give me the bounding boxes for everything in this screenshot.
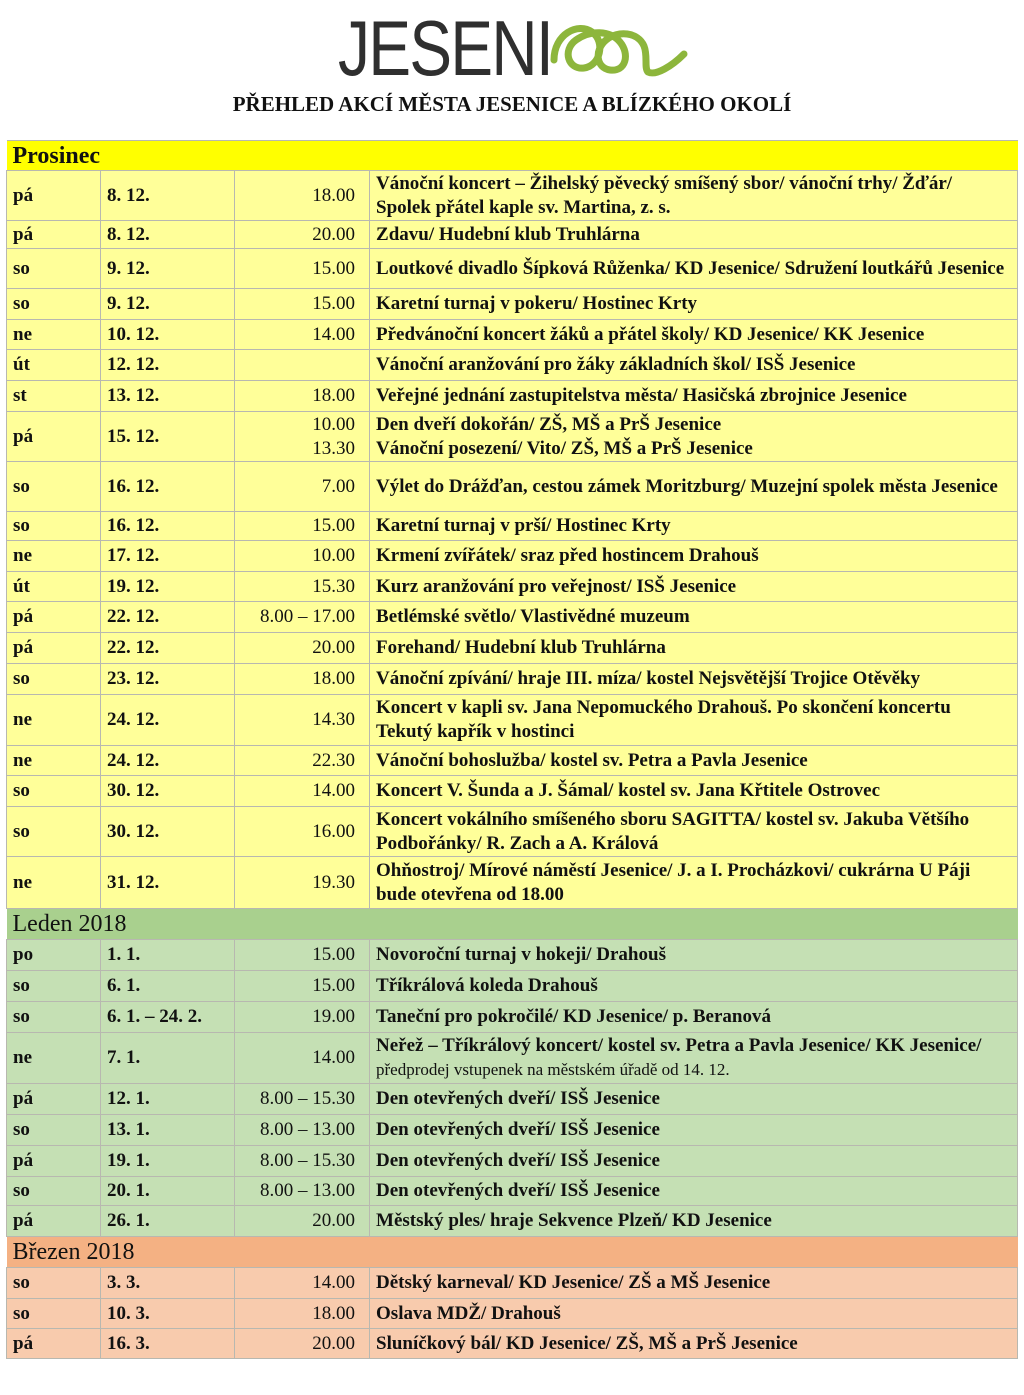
event-row	[7, 857, 1018, 909]
event-row	[7, 512, 1018, 541]
event-description: Betlémské světlo/ Vlastivědné muzeum	[370, 602, 1018, 633]
event-time: 8.00 – 13.00	[235, 1177, 370, 1206]
event-date: 30. 12.	[101, 776, 235, 807]
event-time: 10.00	[235, 541, 370, 572]
event-description: Loutkové divadlo Šípková Růženka/ KD Jesenice/ Sdružení loutkářů Jesenice	[370, 249, 1018, 289]
event-description: Veřejné jednání zastupitelstva města/ Hasičská zbrojnice Jesenice	[370, 381, 1018, 412]
event-description: Novoroční turnaj v hokeji/ Drahouš	[370, 940, 1018, 971]
event-description: Dětský karneval/ KD Jesenice/ ZŠ a MŠ Jesenice	[370, 1268, 1018, 1299]
event-time: 18.00	[235, 381, 370, 412]
event-description: Den otevřených dveří/ ISŠ Jesenice	[370, 1084, 1018, 1115]
event-row	[7, 695, 1018, 746]
event-row	[7, 633, 1018, 664]
event-day: pá	[7, 412, 101, 462]
section-title: Prosinec	[7, 141, 235, 171]
event-description: Karetní turnaj v prší/ Hostinec Krty	[370, 512, 1018, 541]
event-date: 17. 12.	[101, 541, 235, 572]
event-description: Vánoční koncert – Žihelský pěvecký smíšený sbor/ vánoční trhy/ Žďár/ Spolek přátel kaple sv. Martina, z. s.	[370, 171, 1018, 221]
event-date: 24. 12.	[101, 695, 235, 746]
event-day: ne	[7, 1033, 101, 1084]
event-date: 22. 12.	[101, 602, 235, 633]
event-description: Koncert vokálního smíšeného sboru SAGITTA/ kostel sv. Jakuba Většího Podbořánky/ R. Zach a A. Králová	[370, 807, 1018, 857]
event-day: pá	[7, 1329, 101, 1359]
event-row	[7, 1268, 1018, 1299]
event-time: 20.00	[235, 1329, 370, 1359]
event-day: ne	[7, 320, 101, 350]
event-day: pá	[7, 602, 101, 633]
event-time: 7.00	[235, 462, 370, 512]
event-row	[7, 1146, 1018, 1177]
event-date: 9. 12.	[101, 289, 235, 320]
event-day: so	[7, 512, 101, 541]
event-row	[7, 940, 1018, 971]
event-row	[7, 1115, 1018, 1146]
logo-wordmark: JESENI	[338, 4, 553, 92]
event-time: 15.30	[235, 572, 370, 602]
event-row	[7, 249, 1018, 289]
event-row	[7, 1206, 1018, 1237]
event-time: 14.00	[235, 776, 370, 807]
event-time: 18.00	[235, 171, 370, 221]
event-date: 12. 1.	[101, 1084, 235, 1115]
event-date: 16. 3.	[101, 1329, 235, 1359]
logo-loop-icon	[548, 14, 688, 84]
event-date: 15. 12.	[101, 412, 235, 462]
event-time: 8.00 – 13.00	[235, 1115, 370, 1146]
event-date: 9. 12.	[101, 249, 235, 289]
event-time-first: 10.00	[312, 413, 356, 435]
event-time: 20.00	[235, 1206, 370, 1237]
event-row	[7, 1033, 1018, 1084]
event-description: Kurz aranžování pro veřejnost/ ISŠ Jesenice	[370, 572, 1018, 602]
event-date: 6. 1.	[101, 971, 235, 1002]
section-title: Březen 2018	[7, 1237, 235, 1268]
event-description-note: předprodej vstupenek na městském úřadě od 14. 12.	[376, 1060, 730, 1079]
event-row	[7, 664, 1018, 695]
event-date: 3. 3.	[101, 1268, 235, 1299]
event-day: so	[7, 1299, 101, 1329]
event-row	[7, 602, 1018, 633]
event-description	[370, 412, 1018, 462]
event-row	[7, 746, 1018, 776]
section-header-fill	[235, 1237, 1018, 1268]
event-row	[7, 1299, 1018, 1329]
event-row	[7, 541, 1018, 572]
event-time: 15.00	[235, 249, 370, 289]
event-day: pá	[7, 1146, 101, 1177]
event-day: st	[7, 381, 101, 412]
event-time: 8.00 – 15.30	[235, 1146, 370, 1177]
event-description: Vánoční bohoslužba/ kostel sv. Petra a Pavla Jesenice	[370, 746, 1018, 776]
event-time: 15.00	[235, 289, 370, 320]
event-time: 15.00	[235, 940, 370, 971]
event-description: Den otevřených dveří/ ISŠ Jesenice	[370, 1115, 1018, 1146]
event-description: Sluníčkový bál/ KD Jesenice/ ZŠ, MŠ a PrŠ Jesenice	[370, 1329, 1018, 1359]
event-time: 18.00	[235, 664, 370, 695]
event-description: Taneční pro pokročilé/ KD Jesenice/ p. Beranová	[370, 1002, 1018, 1033]
event-row	[7, 171, 1018, 221]
event-date: 23. 12.	[101, 664, 235, 695]
event-date: 16. 12.	[101, 462, 235, 512]
event-day: so	[7, 776, 101, 807]
event-description: Zdavu/ Hudební klub Truhlárna	[370, 221, 1018, 249]
event-date: 13. 1.	[101, 1115, 235, 1146]
event-date: 7. 1.	[101, 1033, 235, 1084]
event-day: út	[7, 350, 101, 381]
event-row	[7, 320, 1018, 350]
event-day: so	[7, 1268, 101, 1299]
event-row	[7, 1177, 1018, 1206]
event-time: 20.00	[235, 221, 370, 249]
event-day: po	[7, 940, 101, 971]
event-date: 8. 12.	[101, 221, 235, 249]
event-row	[7, 350, 1018, 381]
event-day: pá	[7, 221, 101, 249]
event-description: Forehand/ Hudební klub Truhlárna	[370, 633, 1018, 664]
event-time: 14.30	[235, 695, 370, 746]
event-row	[7, 971, 1018, 1002]
event-description-main: Neřež – Tříkrálový koncert/ kostel sv. Petra a Pavla Jesenice/ KK Jesenice/	[376, 1035, 982, 1056]
event-day: so	[7, 462, 101, 512]
event-description: Krmení zvířátek/ sraz před hostincem Drahouš	[370, 541, 1018, 572]
event-description	[370, 1033, 1018, 1084]
event-day: ne	[7, 695, 101, 746]
event-row	[7, 221, 1018, 249]
event-day: so	[7, 289, 101, 320]
event-date: 10. 12.	[101, 320, 235, 350]
event-day: ne	[7, 541, 101, 572]
event-date: 10. 3.	[101, 1299, 235, 1329]
event-day: pá	[7, 171, 101, 221]
event-row	[7, 807, 1018, 857]
event-day: út	[7, 572, 101, 602]
event-day: pá	[7, 1206, 101, 1237]
event-description: Oslava MDŽ/ Drahouš	[370, 1299, 1018, 1329]
section-header	[7, 1237, 1018, 1268]
section-header	[7, 909, 1018, 940]
event-description-first: Den dveří dokořán/ ZŠ, MŠ a PrŠ Jesenice	[376, 413, 722, 435]
event-date: 12. 12.	[101, 350, 235, 381]
event-date: 26. 1.	[101, 1206, 235, 1237]
event-time: 14.00	[235, 1268, 370, 1299]
event-time-second: 13.30	[312, 437, 356, 459]
event-description-second: Vánoční posezení/ Vito/ ZŠ, MŠ a PrŠ Jesenice	[376, 437, 753, 459]
event-date: 20. 1.	[101, 1177, 235, 1206]
event-row	[7, 1329, 1018, 1359]
section-header-fill	[235, 909, 1018, 940]
event-description: Den otevřených dveří/ ISŠ Jesenice	[370, 1146, 1018, 1177]
event-day: so	[7, 1177, 101, 1206]
event-time: 14.00	[235, 1033, 370, 1084]
event-description: Koncert v kapli sv. Jana Nepomuckého Drahouš. Po skončení koncertu Tekutý kapřík v hostinci	[370, 695, 1018, 746]
event-description: Výlet do Drážďan, cestou zámek Moritzburg/ Muzejní spolek města Jesenice	[370, 462, 1018, 512]
event-date: 13. 12.	[101, 381, 235, 412]
section-title: Leden 2018	[7, 909, 235, 940]
event-time: 14.00	[235, 320, 370, 350]
event-date: 6. 1. – 24. 2.	[101, 1002, 235, 1033]
event-date: 19. 1.	[101, 1146, 235, 1177]
event-description: Koncert V. Šunda a J. Šámal/ kostel sv. Jana Křtitele Ostrovec	[370, 776, 1018, 807]
event-day: so	[7, 971, 101, 1002]
event-day: so	[7, 249, 101, 289]
event-date: 19. 12.	[101, 572, 235, 602]
event-time	[235, 412, 370, 462]
event-day: ne	[7, 857, 101, 909]
event-time: 15.00	[235, 971, 370, 1002]
event-description: Ohňostroj/ Mírové náměstí Jesenice/ J. a I. Procházkovi/ cukrárna U Páji bude otevřena od 18.00	[370, 857, 1018, 909]
event-row	[7, 462, 1018, 512]
event-row	[7, 776, 1018, 807]
event-description: Předvánoční koncert žáků a přátel školy/ KD Jesenice/ KK Jesenice	[370, 320, 1018, 350]
event-description: Vánoční aranžování pro žáky základních škol/ ISŠ Jesenice	[370, 350, 1018, 381]
event-date: 24. 12.	[101, 746, 235, 776]
event-date: 30. 12.	[101, 807, 235, 857]
page-title: PŘEHLED AKCÍ MĚSTA JESENICE A BLÍZKÉHO OKOLÍ	[232, 92, 792, 116]
events-table	[6, 140, 1018, 1359]
events-table-body	[7, 141, 1018, 1359]
event-description: Městský ples/ hraje Sekvence Plzeň/ KD Jesenice	[370, 1206, 1018, 1237]
section-header	[7, 141, 1018, 171]
event-row	[7, 412, 1018, 462]
event-day: so	[7, 1115, 101, 1146]
event-row	[7, 1084, 1018, 1115]
event-time	[235, 350, 370, 381]
event-row	[7, 381, 1018, 412]
event-description: Tříkrálová koleda Drahouš	[370, 971, 1018, 1002]
event-time: 15.00	[235, 512, 370, 541]
event-day: so	[7, 664, 101, 695]
event-date: 8. 12.	[101, 171, 235, 221]
event-description: Vánoční zpívání/ hraje III. míza/ kostel Nejsvětější Trojice Otěvěky	[370, 664, 1018, 695]
event-day: pá	[7, 1084, 101, 1115]
event-time: 16.00	[235, 807, 370, 857]
event-time: 8.00 – 17.00	[235, 602, 370, 633]
event-date: 22. 12.	[101, 633, 235, 664]
event-row	[7, 289, 1018, 320]
section-header-fill	[235, 141, 1018, 171]
event-time: 19.30	[235, 857, 370, 909]
event-description: Den otevřených dveří/ ISŠ Jesenice	[370, 1177, 1018, 1206]
event-time: 22.30	[235, 746, 370, 776]
jesenice-logo	[338, 6, 688, 90]
event-row	[7, 1002, 1018, 1033]
event-description: Karetní turnaj v pokeru/ Hostinec Krty	[370, 289, 1018, 320]
event-date: 1. 1.	[101, 940, 235, 971]
event-day: ne	[7, 746, 101, 776]
event-time: 19.00	[235, 1002, 370, 1033]
event-day: so	[7, 807, 101, 857]
event-time: 20.00	[235, 633, 370, 664]
event-day: pá	[7, 633, 101, 664]
event-day: so	[7, 1002, 101, 1033]
event-row	[7, 572, 1018, 602]
event-date: 31. 12.	[101, 857, 235, 909]
event-date: 16. 12.	[101, 512, 235, 541]
event-time: 8.00 – 15.30	[235, 1084, 370, 1115]
event-time: 18.00	[235, 1299, 370, 1329]
